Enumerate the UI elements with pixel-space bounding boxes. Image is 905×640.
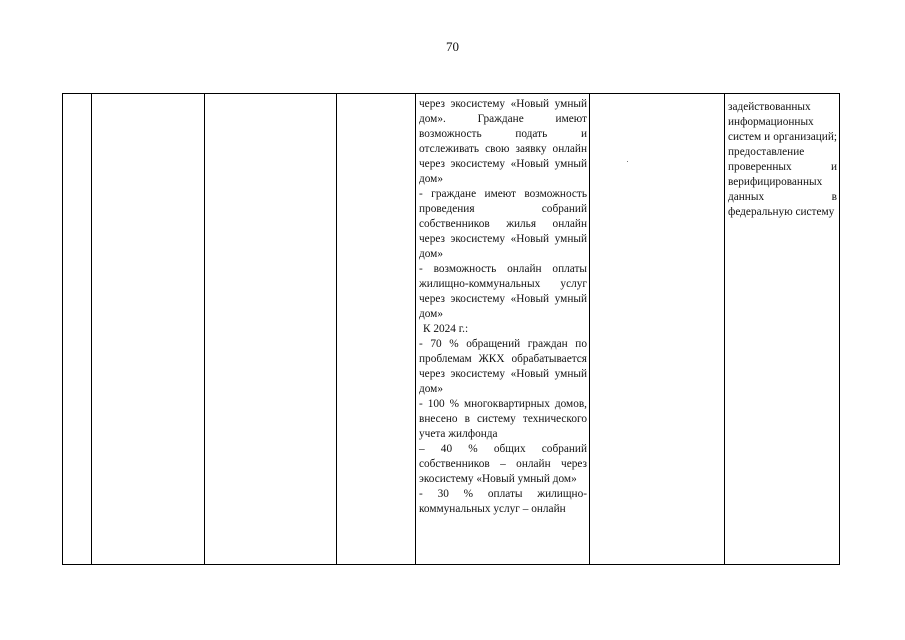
scan-speck bbox=[627, 161, 628, 162]
paragraph: К 2024 г.: bbox=[423, 323, 469, 335]
table-cell-col4 bbox=[337, 94, 416, 565]
paragraph: - 70 % обращений граждан по проблемам ЖКХ обрабатывается через экосистему «Новый умный дом» bbox=[419, 338, 587, 395]
table-row bbox=[63, 94, 840, 565]
paragraph: - граждане имеют возможность проведения собраний собственников жилья онлайн через экосистему «Новый умный дом» bbox=[419, 188, 587, 260]
paragraph: - 100 % многоквартирных домов, внесено в систему технического учета жилфонда bbox=[419, 398, 587, 440]
page-number: 70 bbox=[446, 39, 459, 54]
paragraph: - 30 % оплаты жилищно-коммунальных услуг – онлайн bbox=[419, 488, 587, 515]
table-cell-col2 bbox=[92, 94, 205, 565]
table-cell-col3 bbox=[205, 94, 337, 565]
table-cell-col1 bbox=[63, 94, 92, 565]
expected-results-text bbox=[416, 94, 589, 517]
table-cell-col5 bbox=[416, 94, 590, 565]
paragraph: - возможность онлайн оплаты жилищно-коммунальных услуг через экосистему «Новый умный дом» bbox=[419, 263, 587, 320]
paragraph: – 40 % общих собраний собственников – онлайн через экосистему «Новый умный дом» bbox=[419, 443, 587, 485]
table-cell-col6 bbox=[590, 94, 725, 565]
document-table bbox=[62, 93, 840, 565]
table-cell-col7 bbox=[725, 94, 840, 565]
systems-text bbox=[725, 94, 839, 220]
paragraph: задействованных информационных систем и организаций; предоставление проверенных и верифицированных данных в федеральную систему bbox=[728, 101, 837, 218]
paragraph: через экосистему «Новый умный дом». Граждане имеют возможность подать и отслеживать свою заявку онлайн через экосистему «Новый умный дом» bbox=[419, 98, 587, 185]
